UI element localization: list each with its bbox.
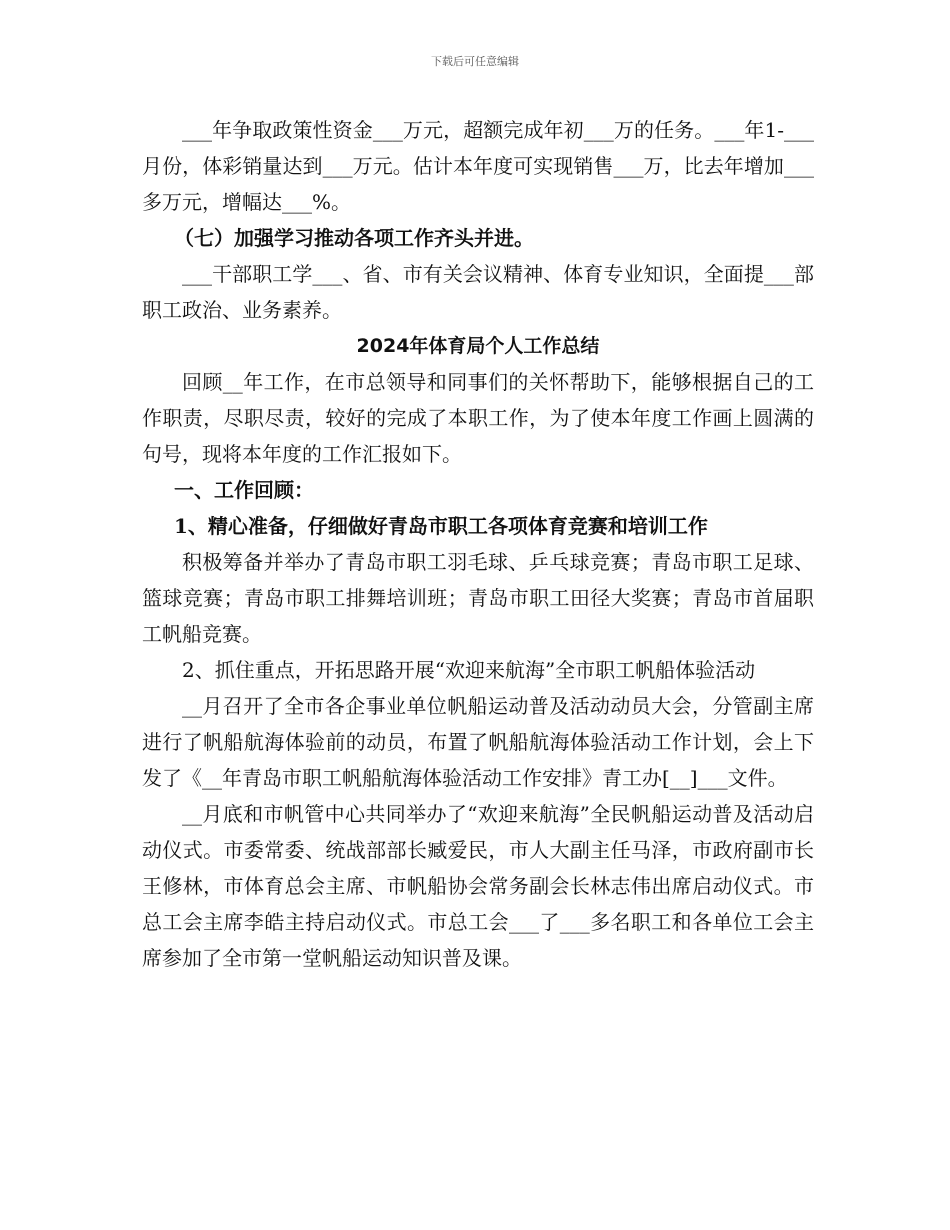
heading-item-two: 2、抓住重点，开拓思路开展“欢迎来航海”全市职工帆船体验活动 [182,658,756,682]
paragraph-review-intro: 回顾__年工作，在市总领导和同事们的关怀帮助下，能够根据自己的工作职责，尽职尽责，较好的完成了本职工作，为了使本年度工作画上圆满的句号，现将本年度的工作汇报如下。 [142,370,814,466]
paragraph-sailing-meeting: __月召开了全市各企事业单位帆船运动普及活动动员大会，分管副主席进行了帆船航海体验前的动员，布置了帆船航海体验活动工作计划，会上下发了《__年青岛市职工帆船航海体验活动工作安排》青工办[__]___文件。 [142,694,814,790]
heading-section-seven: （七）加强学习推动各项工作齐头并进。 [174,226,534,250]
paragraph-competitions: 积极筹备并举办了青岛市职工羽毛球、乒乓球竞赛；青岛市职工足球、篮球竞赛；青岛市职工排舞培训班；青岛市职工田径大奖赛；青岛市首届职工帆船竞赛。 [142,550,814,646]
paragraph-funding-sales: ___年争取政策性资金___万元，超额完成年初___万的任务。___年1-___月份，体彩销量达到___万元。估计本年度可实现销售___万，比去年增加___多万元，增幅达___%。 [142,118,814,214]
paragraph-sailing-ceremony: __月底和市帆管中心共同举办了“欢迎来航海”全民帆船运动普及活动启动仪式。市委常委、统战部部长臧爱民，市人大副主任马泽，市政府副市长王修林，市体育总会主席、市帆船协会常务副会长林志伟出席启动仪式。市总工会主席李皓主持启动仪式。市总工会___了___多名职工和各单位工会主席参加了全市第一堂帆船运动知识普及课。 [142,802,814,970]
header-note: 下载后可任意编辑 [431,55,519,68]
paragraph-study: ___干部职工学___、省、市有关会议精神、体育专业知识，全面提___部职工政治、业务素养。 [142,262,814,322]
heading-work-review: 一、工作回顾： [174,478,314,502]
document-body [142,112,814,976]
document-title: 2024年体育局个人工作总结 [356,335,600,357]
heading-item-one: 1、精心准备，仔细做好青岛市职工各项体育竞赛和培训工作 [174,514,708,538]
